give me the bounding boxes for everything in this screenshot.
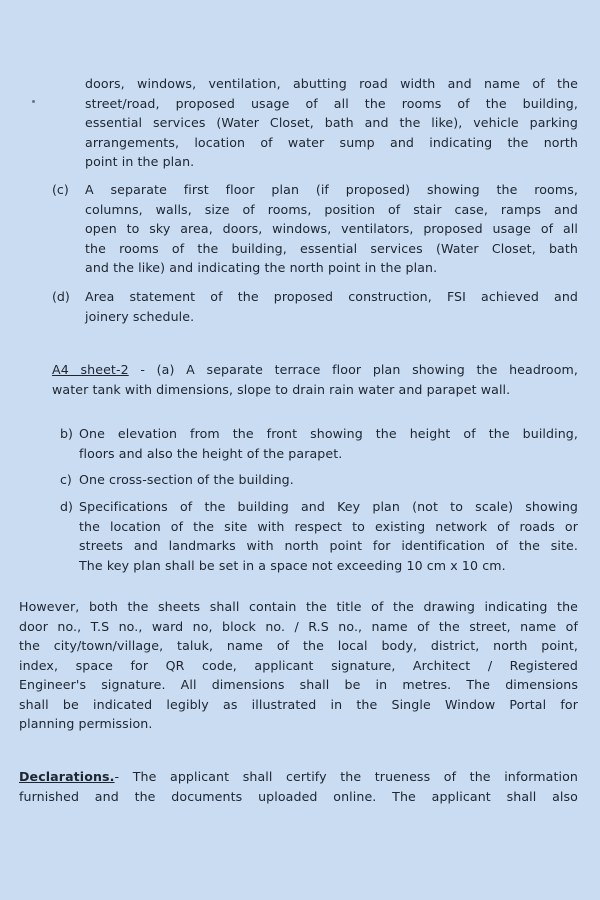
text-line: street/road, proposed usage of all the rooms of the building,: [85, 95, 578, 111]
declarations-heading: Declarations.: [19, 769, 115, 784]
margin-dot: [32, 100, 35, 103]
text-line: joinery schedule.: [85, 308, 195, 324]
sheet2-b-marker: b): [60, 426, 73, 441]
text-line: open to sky area, doors, windows, ventilators, proposed usage of all: [85, 221, 578, 236]
text-line: Declarations.- The applicant shall certify the trueness of the information: [19, 769, 578, 784]
item-d-paragraph: [85, 287, 578, 326]
sheet2-d-paragraph: [79, 497, 578, 575]
text-line: doors, windows, ventilation, abutting road width and name of the: [85, 76, 578, 91]
a4-sheet2-paragraph: [52, 360, 578, 399]
text-line: door no., T.S no., ward no, block no. / R.S no., name of the street, name of: [19, 618, 578, 634]
text-line: the city/town/village, taluk, name of the local body, district, north point,: [19, 638, 578, 653]
text-line: shall be indicated legibly as illustrated in the Single Window Portal for: [19, 696, 578, 712]
sheet2-b-paragraph: [79, 424, 578, 463]
item-c-paragraph: [85, 180, 578, 278]
text-line: columns, walls, size of rooms, position of stair case, ramps and: [85, 201, 578, 217]
declarations-paragraph: [19, 767, 578, 806]
text-line: One cross-section of the building.: [79, 472, 294, 487]
sheet2-c-paragraph: [79, 470, 578, 490]
text-line: A separate first floor plan (if proposed) showing the rooms,: [85, 182, 578, 197]
text-line: the location of the site with respect to existing network of roads or: [79, 518, 578, 534]
text-line: The key plan shall be set in a space not exceeding 10 cm x 10 cm.: [79, 557, 506, 573]
sheet2-d-marker: d): [60, 499, 73, 514]
item-d-marker: (d): [52, 289, 70, 304]
text-line: One elevation from the front showing the height of the building,: [79, 426, 578, 441]
text-line: Area statement of the proposed construction, FSI achieved and: [85, 289, 578, 304]
text-line: streets and landmarks with north point for identification of the site.: [79, 538, 578, 553]
text-line: index, space for QR code, applicant signature, Architect / Registered: [19, 657, 578, 673]
text-line: Engineer's signature. All dimensions shall be in metres. The dimensions: [19, 677, 578, 692]
text-line: planning permission.: [19, 716, 153, 731]
text-line: arrangements, location of water sump and indicating the north: [85, 134, 578, 150]
a4-sheet2-heading: A4 sheet-2: [52, 362, 129, 377]
text-line: the rooms of the building, essential services (Water Closet, bath: [85, 240, 578, 256]
text-line: essential services (Water Closet, bath and the like), vehicle parking: [85, 115, 578, 130]
text-line: furnished and the documents uploaded online. The applicant shall also: [19, 788, 578, 804]
intro-paragraph: [85, 74, 578, 172]
however-paragraph: [19, 597, 578, 734]
text-line: water tank with dimensions, slope to drain rain water and parapet wall.: [52, 381, 511, 397]
sheet2-c-marker: c): [60, 472, 72, 487]
text-line: floors and also the height of the parapet.: [79, 445, 343, 461]
text-line: Specifications of the building and Key plan (not to scale) showing: [79, 499, 578, 514]
item-c-marker: (c): [52, 182, 69, 197]
text-line: and the like) and indicating the north point in the plan.: [85, 260, 438, 275]
text-line: A4 sheet-2 - (a) A separate terrace floor plan showing the headroom,: [52, 362, 578, 377]
text-line: However, both the sheets shall contain the title of the drawing indicating the: [19, 599, 578, 614]
text-line: point in the plan.: [85, 154, 195, 169]
